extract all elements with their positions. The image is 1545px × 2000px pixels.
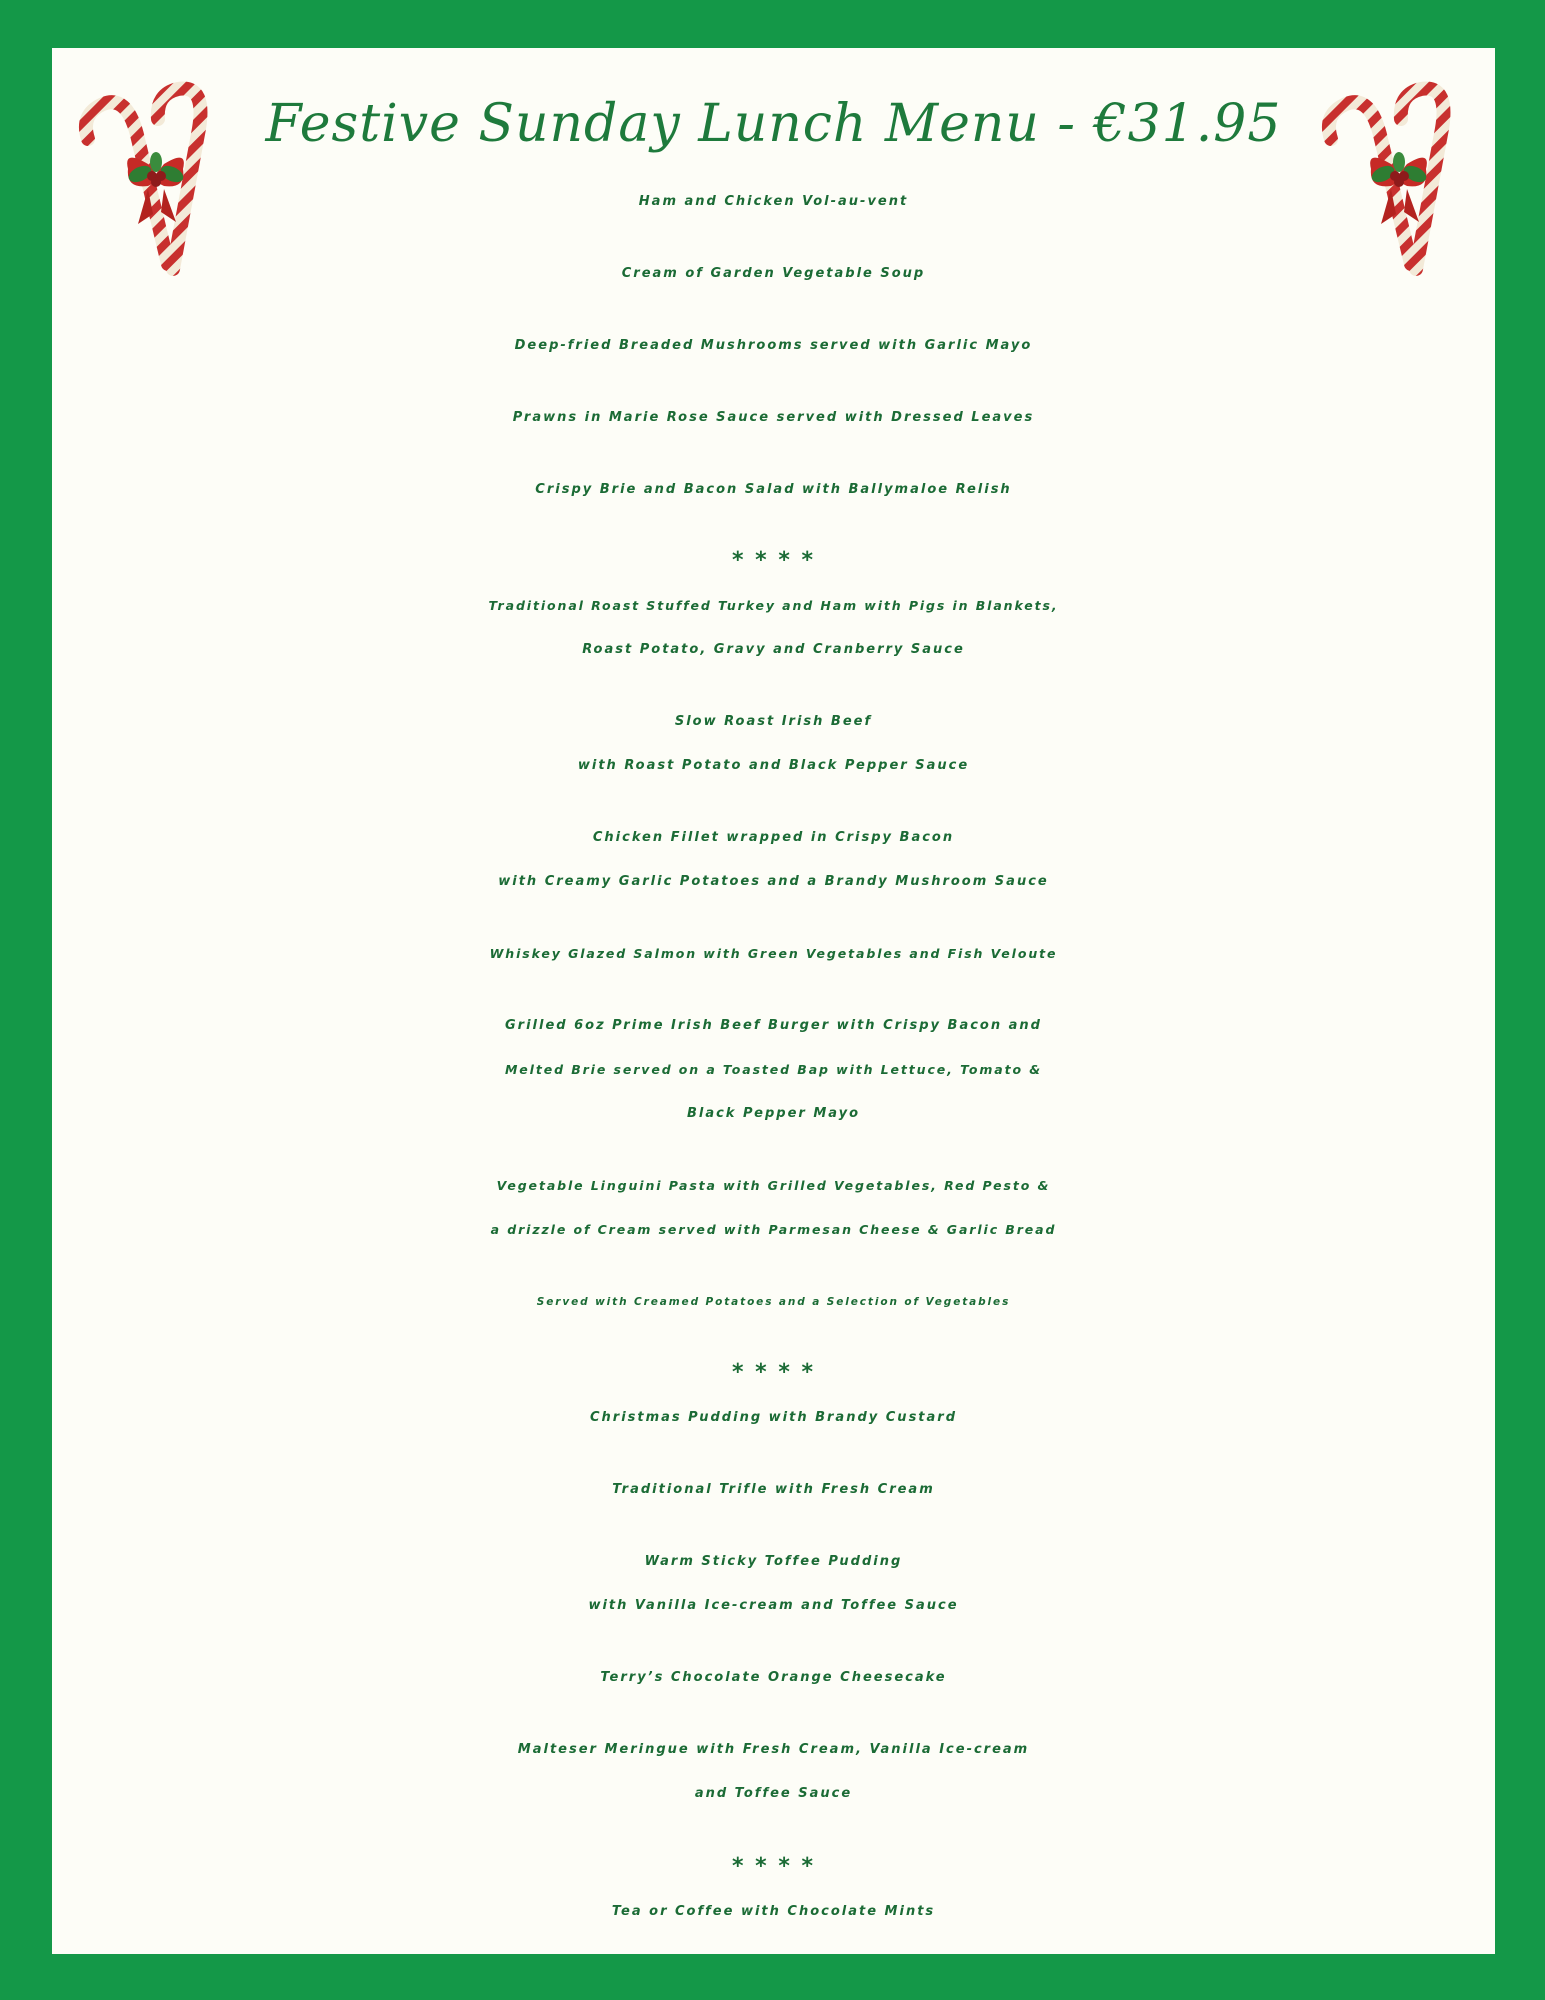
- dessert-item-line: Malteser Meringue with Fresh Cream, Vanilla Ice-cream: [517, 1742, 1030, 1757]
- dessert-item-line: Traditional Trifle with Fresh Cream: [612, 1482, 935, 1497]
- main-item-line: Roast Potato, Gravy and Cranberry Sauce: [582, 642, 965, 657]
- menu-title: Festive Sunday Lunch Menu - €31.95: [265, 94, 1282, 154]
- main-item-line: Vegetable Linguini Pasta with Grilled Vegetables, Red Pesto &: [496, 1178, 1051, 1193]
- main-item-line: a drizzle of Cream served with Parmesan Cheese & Garlic Bread: [490, 1222, 1057, 1237]
- main-item-line: Traditional Roast Stuffed Turkey and Ham with Pigs in Blankets,: [488, 598, 1059, 613]
- main-item-line: with Roast Potato and Black Pepper Sauce: [577, 758, 970, 773]
- starter-item: Ham and Chicken Vol-au-vent: [638, 194, 909, 209]
- section-separator: * * * *: [732, 1854, 815, 1879]
- dessert-item-line: Terry’s Chocolate Orange Cheesecake: [600, 1670, 947, 1685]
- menu-card: [52, 48, 1495, 1954]
- main-item-line: Melted Brie served on a Toasted Bap with Lettuce, Tomato &: [504, 1062, 1043, 1077]
- main-item-line: Slow Roast Irish Beef: [674, 714, 873, 729]
- section-separator: * * * *: [732, 1360, 815, 1385]
- dessert-item-line: with Vanilla Ice-cream and Toffee Sauce: [588, 1598, 959, 1613]
- dessert-item-line: and Toffee Sauce: [694, 1786, 853, 1801]
- dessert-item-line: Christmas Pudding with Brandy Custard: [589, 1410, 958, 1425]
- starter-item: Crispy Brie and Bacon Salad with Ballymaloe Relish: [535, 482, 1012, 497]
- main-item-line: Whiskey Glazed Salmon with Green Vegetables and Fish Veloute: [489, 946, 1058, 961]
- starter-item: Cream of Garden Vegetable Soup: [621, 266, 926, 281]
- main-item-line: Grilled 6oz Prime Irish Beef Burger with Crispy Bacon and: [505, 1018, 1042, 1033]
- mains-note: Served with Creamed Potatoes and a Selection of Vegetables: [536, 1296, 1011, 1308]
- starter-item: Deep-fried Breaded Mushrooms served with Garlic Mayo: [514, 338, 1033, 353]
- main-item-line: Chicken Fillet wrapped in Crispy Bacon: [592, 830, 955, 845]
- main-item-line: with Creamy Garlic Potatoes and a Brandy Mushroom Sauce: [498, 874, 1049, 889]
- main-item-line: Black Pepper Mayo: [686, 1106, 861, 1121]
- closing-item: Tea or Coffee with Chocolate Mints: [611, 1904, 936, 1919]
- section-separator: * * * *: [732, 548, 815, 573]
- starter-item: Prawns in Marie Rose Sauce served with Dressed Leaves: [512, 410, 1035, 425]
- dessert-item-line: Warm Sticky Toffee Pudding: [644, 1554, 903, 1569]
